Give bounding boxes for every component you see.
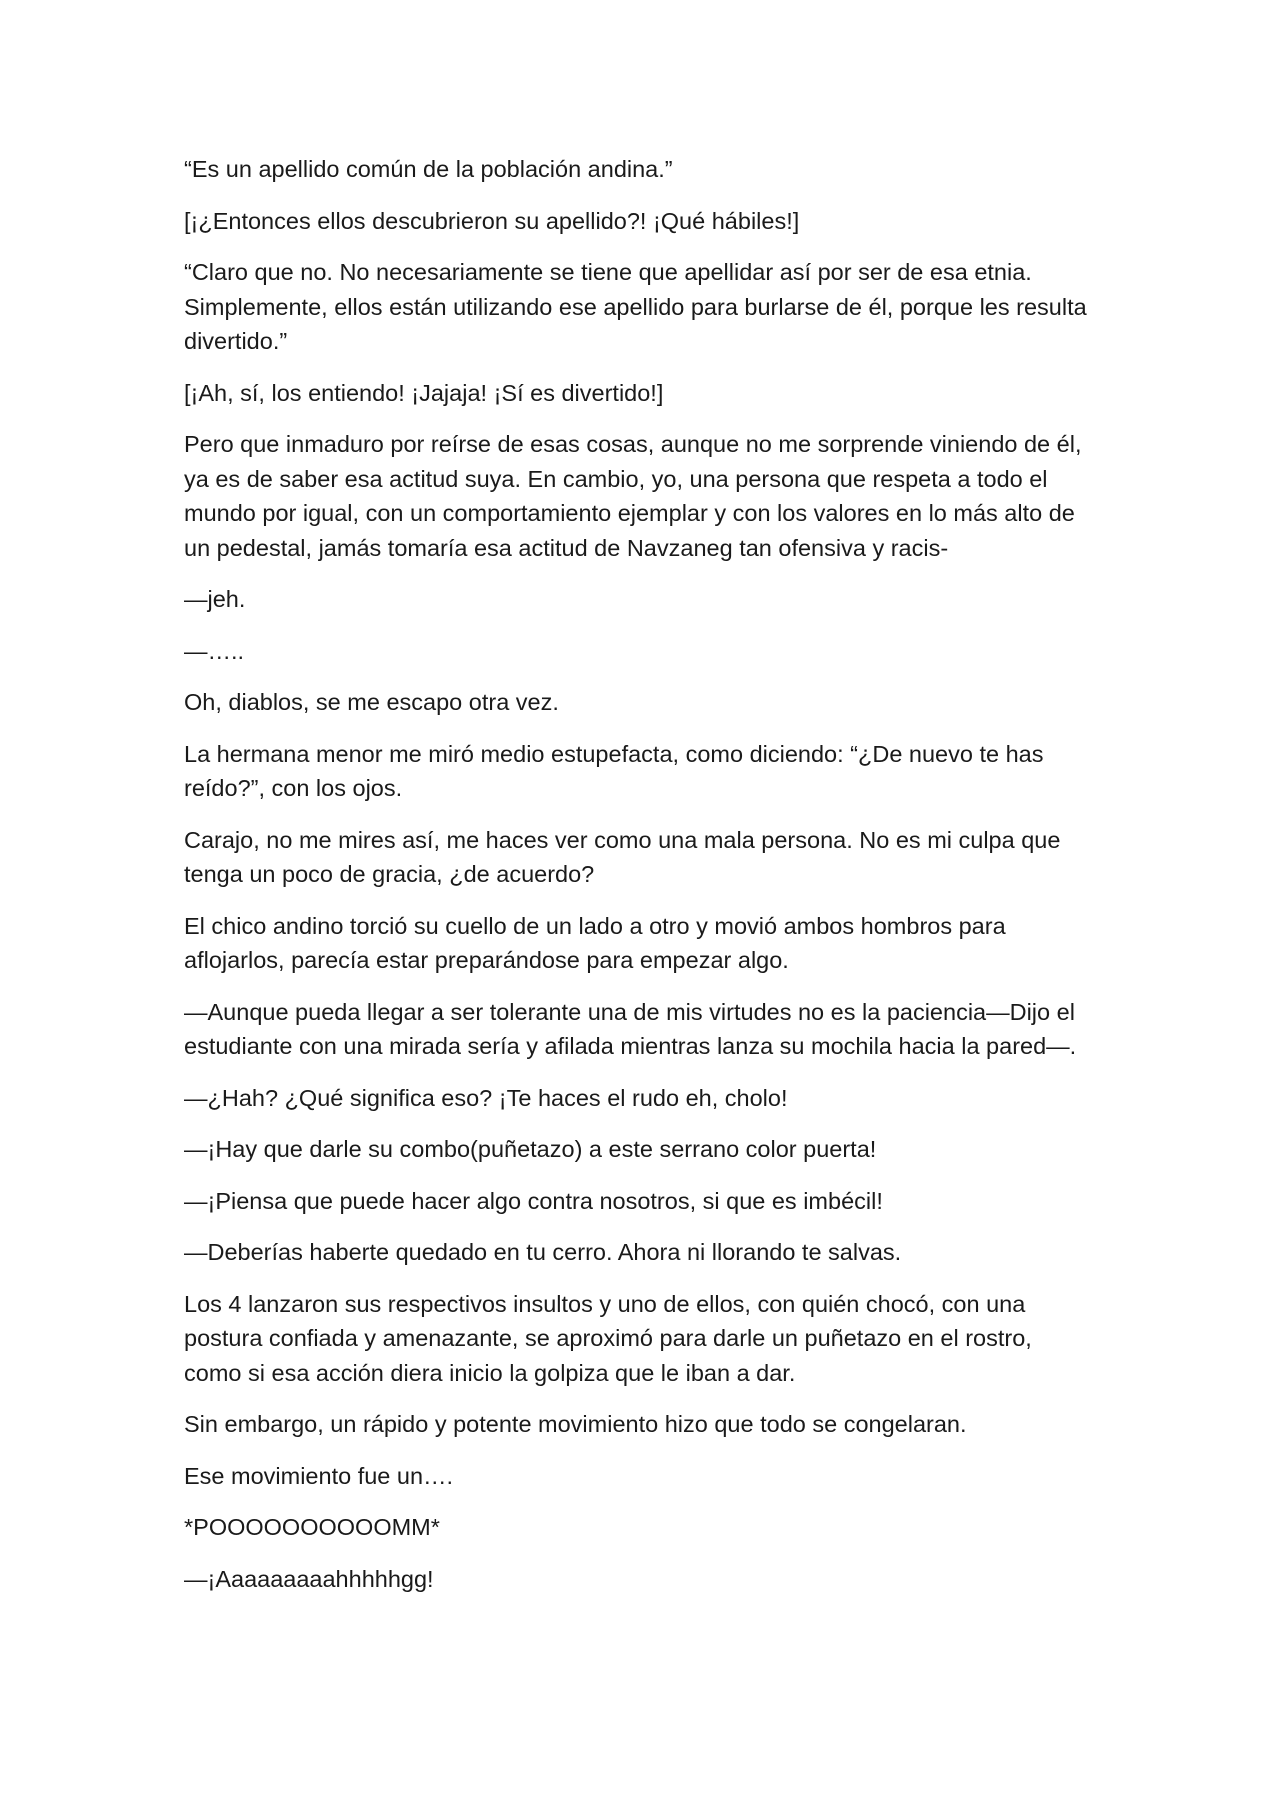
paragraph: —¿Hah? ¿Qué significa eso? ¡Te haces el rudo eh, cholo! — [184, 1084, 788, 1111]
paragraph: —¡Piensa que puede hacer algo contra nosotros, si que es imbécil! — [184, 1187, 883, 1214]
paragraph: —Deberías haberte quedado en tu cerro. Ahora ni llorando te salvas. — [184, 1239, 902, 1265]
paragraph: Carajo, no me mires así, me haces ver como una mala persona. No es mi culpa que tenga un poco de gracia, ¿de acuerdo? — [184, 826, 1061, 887]
paragraph: Pero que inmaduro por reírse de esas cosas, aunque no me sorprende viniendo de él, ya es de saber esa actitud suya. En cambio, yo, una persona que respeta a todo el mundo por igual, con un comportamiento ejemplar y con los valores en lo más alto de un pedestal, jamás tomaría esa actitud de Navzaneg tan ofensiva y racis- — [184, 431, 1082, 561]
paragraph: —Aunque pueda llegar a ser tolerante una de mis virtudes no es la paciencia—Dijo el estudiante con una mirada sería y afilada mientras lanza su mochila hacia la pared—. — [184, 998, 1077, 1059]
paragraph: El chico andino torció su cuello de un lado a otro y movió ambos hombros para aflojarlos, parecía estar preparándose para empezar algo. — [184, 912, 1006, 973]
paragraph: Los 4 lanzaron sus respectivos insultos y uno de ellos, con quién chocó, con una postura confiada y amenazante, se aproximó para darle un puñetazo en el rostro, como si esa acción diera inicio la golpiza que le iban a dar. — [184, 1290, 1032, 1386]
paragraph: [¡Ah, sí, los entiendo! ¡Jajaja! ¡Sí es divertido!] — [184, 379, 664, 406]
paragraph: “Es un apellido común de la población andina.” — [184, 156, 673, 182]
paragraph: “Claro que no. No necesariamente se tiene que apellidar así por ser de esa etnia. Simplemente, ellos están utilizando ese apellido para burlarse de él, porque les resulta divertido.” — [184, 259, 1087, 354]
paragraph: La hermana menor me miró medio estupefacta, como diciendo: “¿De nuevo te has reído?”, con los ojos. — [184, 740, 1044, 801]
paragraph: Sin embargo, un rápido y potente movimiento hizo que todo se congelaran. — [184, 1411, 967, 1437]
document-body — [184, 152, 1104, 1613]
paragraph: —….. — [184, 637, 245, 664]
paragraph: —jeh. — [184, 586, 246, 612]
paragraph: Ese movimiento fue un…. — [184, 1462, 454, 1489]
paragraph: *POOOOOOOOOOMM* — [184, 1514, 440, 1540]
paragraph: [¡¿Entonces ellos descubrieron su apellido?! ¡Qué hábiles!] — [184, 207, 800, 234]
paragraph: —¡Aaaaaaaaahhhhhgg! — [184, 1565, 434, 1592]
paragraph: —¡Hay que darle su combo(puñetazo) a este serrano color puerta! — [184, 1136, 877, 1162]
paragraph: Oh, diablos, se me escapo otra vez. — [184, 689, 559, 715]
